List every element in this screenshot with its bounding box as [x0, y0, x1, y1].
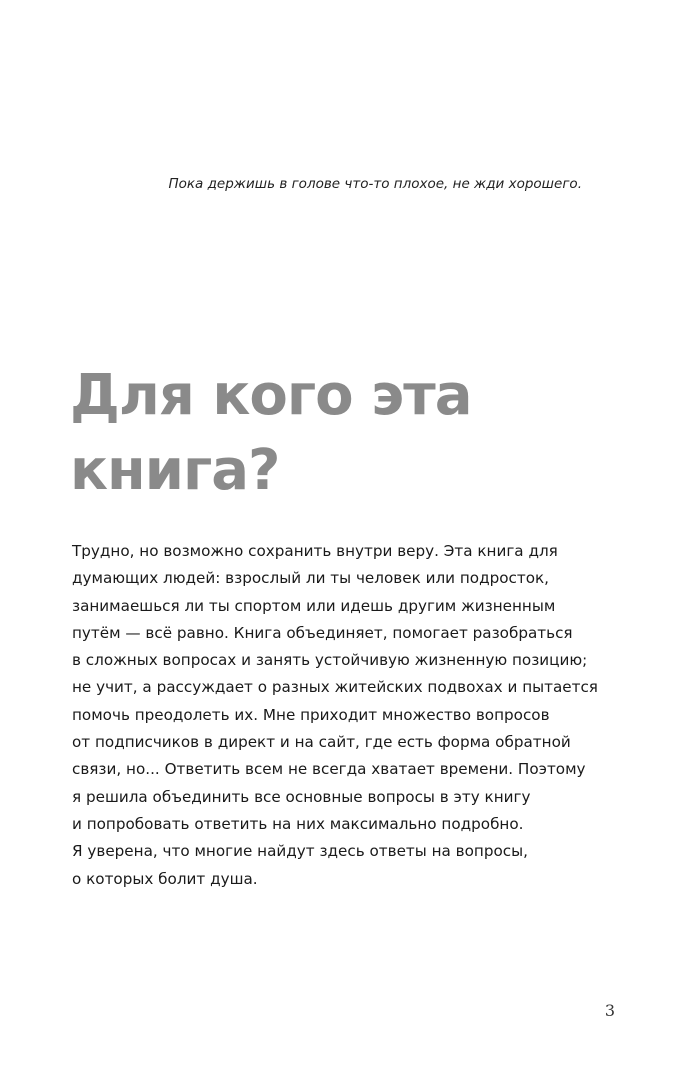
body-line: путём — всё равно. Книга объединяет, помогает разобраться: [72, 623, 573, 642]
body-line: занимаешься ли ты спортом или идешь другим жизненным: [72, 596, 556, 615]
body-line: в сложных вопросах и занять устойчивую жизненную позицию;: [72, 651, 588, 670]
epigraph: Пока держишь в голове что-то плохое, не жди хорошего.: [168, 176, 582, 192]
body-line: и попробовать ответить на них максимально подробно.: [72, 814, 524, 833]
page-number: 3: [604, 1001, 615, 1020]
body-line: Трудно, но возможно сохранить внутри веру. Эта книга для: [72, 542, 558, 560]
body-line: связи, но... Ответить всем не всегда хватает времени. Поэтому: [72, 760, 586, 779]
body-line: Я уверена, что многие найдут здесь ответы на вопросы,: [72, 842, 528, 861]
body-line: о которых болит душа.: [72, 869, 258, 888]
chapter-title: [70, 358, 472, 508]
body-line: от подписчиков в директ и на сайт, где есть форма обратной: [72, 733, 571, 752]
body-paragraph: [72, 538, 632, 893]
body-line: думающих людей: взрослый ли ты человек или подросток,: [72, 569, 549, 588]
body-line: помочь преодолеть их. Мне приходит множество вопросов: [72, 705, 550, 724]
body-line: не учит, а рассуждает о разных житейских подвохах и пытается: [72, 678, 598, 697]
chapter-title-line: книга?: [70, 438, 280, 503]
chapter-title-line: Для кого эта: [70, 363, 472, 428]
body-line: я решила объединить все основные вопросы в эту книгу: [72, 787, 531, 806]
